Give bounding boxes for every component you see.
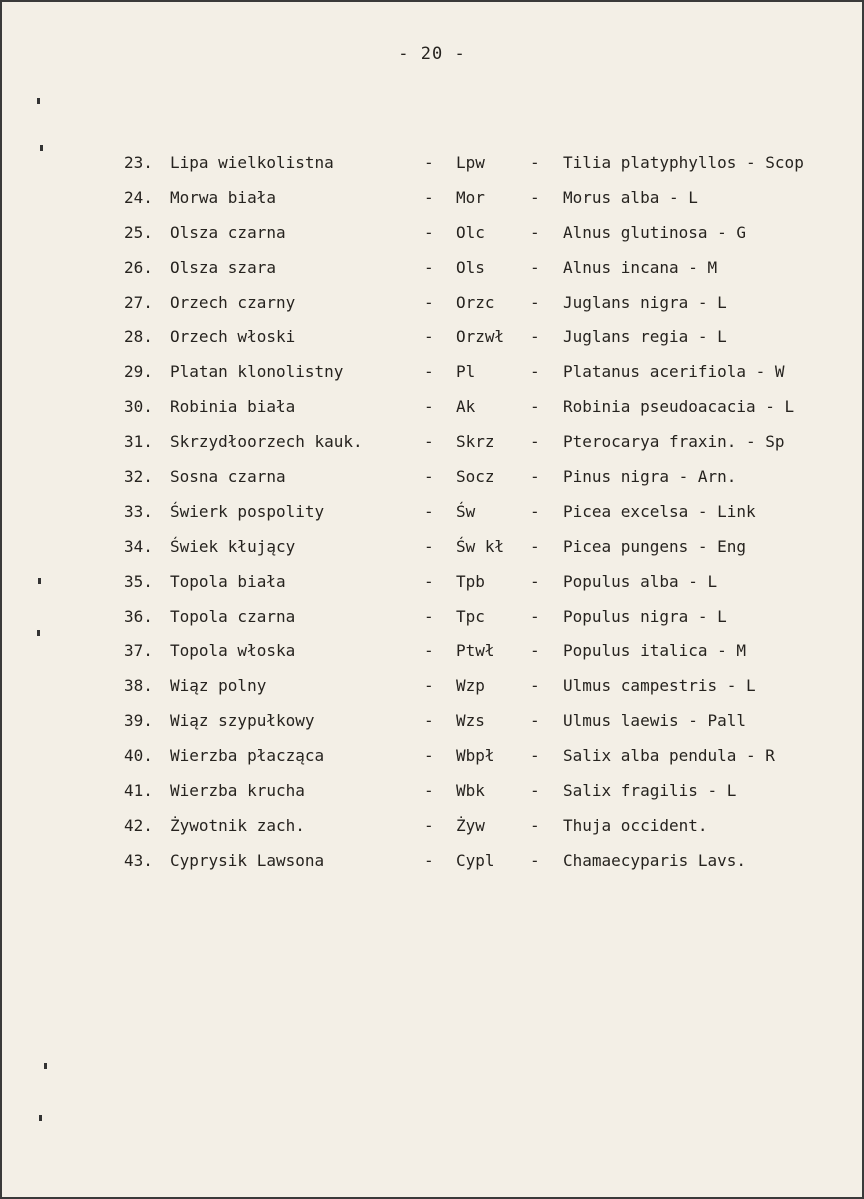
latin-name: Populus alba - L bbox=[563, 571, 718, 591]
latin-name: Pterocarya fraxin. - Sp bbox=[563, 432, 785, 452]
latin-name: Picea excelsa - Link bbox=[563, 501, 756, 521]
list-item bbox=[0, 741, 864, 776]
separator-dash: - bbox=[530, 711, 540, 731]
species-list bbox=[0, 148, 864, 881]
item-number: 37. bbox=[124, 641, 153, 661]
latin-name: Salix alba pendula - R bbox=[563, 746, 775, 766]
polish-name: Wiąz polny bbox=[170, 676, 267, 696]
abbreviation: Socz bbox=[456, 467, 495, 487]
separator-dash: - bbox=[530, 397, 540, 417]
latin-name: Alnus incana - M bbox=[563, 257, 718, 277]
latin-name: Thuja occident. bbox=[563, 815, 708, 835]
list-item bbox=[0, 567, 864, 602]
separator-dash: - bbox=[424, 362, 434, 382]
list-item bbox=[0, 148, 864, 183]
separator-dash: - bbox=[530, 641, 540, 661]
list-item bbox=[0, 218, 864, 253]
separator-dash: - bbox=[424, 397, 434, 417]
separator-dash: - bbox=[530, 292, 540, 312]
abbreviation: Św kł bbox=[456, 536, 505, 556]
list-item bbox=[0, 288, 864, 323]
abbreviation: Cypl bbox=[456, 850, 495, 870]
polish-name: Wiąz szypułkowy bbox=[170, 711, 315, 731]
separator-dash: - bbox=[530, 222, 540, 242]
separator-dash: - bbox=[424, 711, 434, 731]
item-number: 30. bbox=[124, 397, 153, 417]
list-item bbox=[0, 811, 864, 846]
separator-dash: - bbox=[424, 432, 434, 452]
separator-dash: - bbox=[530, 815, 540, 835]
separator-dash: - bbox=[424, 815, 434, 835]
abbreviation: Lpw bbox=[456, 153, 485, 172]
list-item bbox=[0, 427, 864, 462]
polish-name: Orzech włoski bbox=[170, 327, 296, 347]
list-item bbox=[0, 532, 864, 567]
abbreviation: Tpb bbox=[456, 571, 485, 591]
list-item bbox=[0, 392, 864, 427]
latin-name: Alnus glutinosa - G bbox=[563, 222, 747, 242]
list-item bbox=[0, 776, 864, 811]
latin-name: Juglans regia - L bbox=[563, 327, 727, 347]
item-number: 26. bbox=[124, 257, 153, 277]
item-number: 33. bbox=[124, 501, 153, 521]
abbreviation: Wzs bbox=[456, 711, 485, 731]
list-item bbox=[0, 706, 864, 741]
polish-name: Cyprysik Lawsona bbox=[170, 850, 325, 870]
abbreviation: Skrz bbox=[456, 432, 495, 452]
separator-dash: - bbox=[424, 571, 434, 591]
item-number: 35. bbox=[124, 571, 153, 591]
polish-name: Żywotnik zach. bbox=[170, 815, 305, 835]
abbreviation: Ak bbox=[456, 397, 476, 417]
abbreviation: Mor bbox=[456, 187, 485, 207]
polish-name: Świerk pospolity bbox=[170, 501, 325, 521]
separator-dash: - bbox=[530, 501, 540, 521]
separator-dash: - bbox=[424, 257, 434, 277]
polish-name: Lipa wielkolistna bbox=[170, 153, 334, 172]
latin-name: Salix fragilis - L bbox=[563, 781, 737, 801]
separator-dash: - bbox=[424, 676, 434, 696]
separator-dash: - bbox=[424, 467, 434, 487]
item-number: 39. bbox=[124, 711, 153, 731]
separator-dash: - bbox=[530, 432, 540, 452]
separator-dash: - bbox=[530, 850, 540, 870]
separator-dash: - bbox=[530, 606, 540, 626]
abbreviation: Olc bbox=[456, 222, 485, 242]
separator-dash: - bbox=[530, 362, 540, 382]
separator-dash: - bbox=[530, 467, 540, 487]
separator-dash: - bbox=[424, 222, 434, 242]
margin-mark bbox=[37, 98, 40, 104]
separator-dash: - bbox=[530, 571, 540, 591]
item-number: 29. bbox=[124, 362, 153, 382]
margin-mark bbox=[44, 1063, 47, 1069]
separator-dash: - bbox=[424, 327, 434, 347]
polish-name: Orzech czarny bbox=[170, 292, 296, 312]
item-number: 40. bbox=[124, 746, 153, 766]
list-item bbox=[0, 183, 864, 218]
list-item bbox=[0, 602, 864, 637]
separator-dash: - bbox=[424, 187, 434, 207]
abbreviation: Wzp bbox=[456, 676, 485, 696]
latin-name: Populus nigra - L bbox=[563, 606, 727, 626]
margin-mark bbox=[39, 1115, 42, 1121]
separator-dash: - bbox=[424, 606, 434, 626]
separator-dash: - bbox=[424, 501, 434, 521]
separator-dash: - bbox=[424, 292, 434, 312]
item-number: 28. bbox=[124, 327, 153, 347]
latin-name: Populus italica - M bbox=[563, 641, 747, 661]
item-number: 34. bbox=[124, 536, 153, 556]
item-number: 42. bbox=[124, 815, 153, 835]
polish-name: Topola czarna bbox=[170, 606, 296, 626]
polish-name: Olsza czarna bbox=[170, 222, 286, 242]
latin-name: Chamaecyparis Lavs. bbox=[563, 850, 747, 870]
abbreviation: Ols bbox=[456, 257, 485, 277]
latin-name: Robinia pseudoacacia - L bbox=[563, 397, 795, 417]
abbreviation: Św bbox=[456, 501, 476, 521]
list-item bbox=[0, 253, 864, 288]
item-number: 31. bbox=[124, 432, 153, 452]
separator-dash: - bbox=[424, 781, 434, 801]
list-item bbox=[0, 846, 864, 881]
separator-dash: - bbox=[530, 746, 540, 766]
polish-name: Wierzba płacząca bbox=[170, 746, 325, 766]
separator-dash: - bbox=[424, 850, 434, 870]
item-number: 23. bbox=[124, 153, 153, 172]
item-number: 36. bbox=[124, 606, 153, 626]
item-number: 25. bbox=[124, 222, 153, 242]
latin-name: Tilia platyphyllos - Scop bbox=[563, 153, 804, 172]
polish-name: Topola biała bbox=[170, 571, 286, 591]
list-item bbox=[0, 462, 864, 497]
polish-name: Morwa biała bbox=[170, 187, 276, 207]
latin-name: Juglans nigra - L bbox=[563, 292, 727, 312]
item-number: 27. bbox=[124, 292, 153, 312]
separator-dash: - bbox=[530, 257, 540, 277]
separator-dash: - bbox=[530, 676, 540, 696]
latin-name: Picea pungens - Eng bbox=[563, 536, 747, 556]
list-item bbox=[0, 357, 864, 392]
abbreviation: Żyw bbox=[456, 815, 485, 835]
item-number: 41. bbox=[124, 781, 153, 801]
polish-name: Sosna czarna bbox=[170, 467, 286, 487]
polish-name: Platan klonolistny bbox=[170, 362, 344, 382]
separator-dash: - bbox=[530, 781, 540, 801]
latin-name: Ulmus laewis - Pall bbox=[563, 711, 747, 731]
list-item bbox=[0, 322, 864, 357]
separator-dash: - bbox=[424, 536, 434, 556]
separator-dash: - bbox=[424, 641, 434, 661]
abbreviation: Orzc bbox=[456, 292, 495, 312]
list-item bbox=[0, 497, 864, 532]
list-item bbox=[0, 671, 864, 706]
polish-name: Świek kłujący bbox=[170, 536, 296, 556]
separator-dash: - bbox=[530, 536, 540, 556]
abbreviation: Tpc bbox=[456, 606, 485, 626]
latin-name: Pinus nigra - Arn. bbox=[563, 467, 737, 487]
abbreviation: Wbpł bbox=[456, 746, 495, 766]
abbreviation: Wbk bbox=[456, 781, 485, 801]
page-number: - 20 - bbox=[398, 44, 466, 64]
abbreviation: Orzwł bbox=[456, 327, 505, 347]
separator-dash: - bbox=[530, 153, 540, 172]
item-number: 24. bbox=[124, 187, 153, 207]
latin-name: Morus alba - L bbox=[563, 187, 698, 207]
separator-dash: - bbox=[424, 746, 434, 766]
abbreviation: Ptwł bbox=[456, 641, 495, 661]
polish-name: Topola włoska bbox=[170, 641, 296, 661]
separator-dash: - bbox=[424, 153, 434, 172]
separator-dash: - bbox=[530, 187, 540, 207]
abbreviation: Pl bbox=[456, 362, 476, 382]
polish-name: Skrzydłoorzech kauk. bbox=[170, 432, 363, 452]
latin-name: Ulmus campestris - L bbox=[563, 676, 756, 696]
polish-name: Wierzba krucha bbox=[170, 781, 305, 801]
polish-name: Olsza szara bbox=[170, 257, 276, 277]
latin-name: Platanus acerifiola - W bbox=[563, 362, 785, 382]
item-number: 32. bbox=[124, 467, 153, 487]
separator-dash: - bbox=[530, 327, 540, 347]
item-number: 38. bbox=[124, 676, 153, 696]
polish-name: Robinia biała bbox=[170, 397, 296, 417]
list-item bbox=[0, 636, 864, 671]
item-number: 43. bbox=[124, 850, 153, 870]
